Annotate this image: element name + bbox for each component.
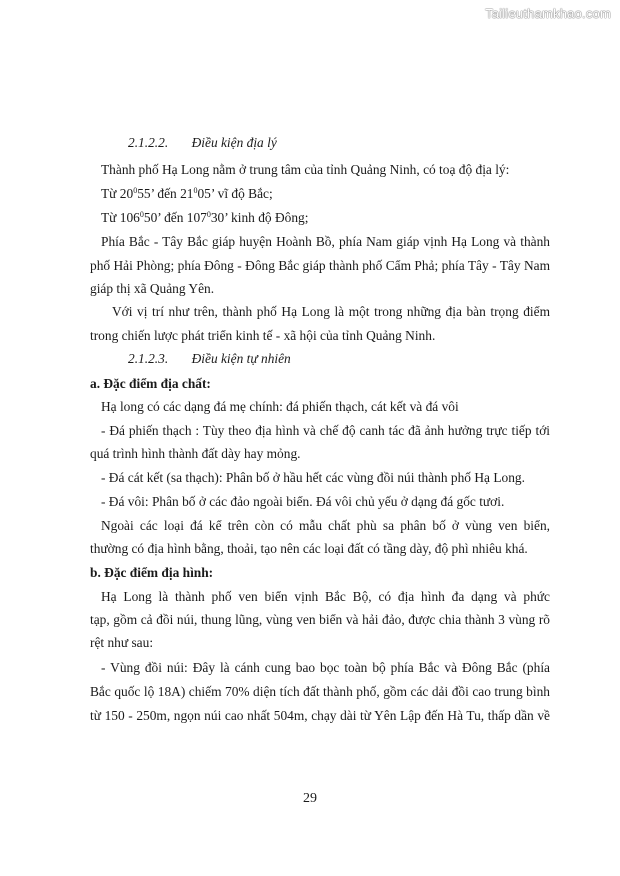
section-number: 2.1.2.3.	[128, 351, 169, 366]
paragraph-line: giáp thị xã Quảng Yên.	[90, 281, 215, 296]
latitude-line: Từ $20^055$’ đến $21^005$’ vĩ độ Bắc;	[101, 186, 273, 201]
section-number: 2.1.2.2.	[128, 135, 169, 150]
paragraph-line: - Đá phiến thạch : Tùy theo địa hình và chế độ canh tác đã ảnh hưởng trực tiếp tới	[101, 423, 550, 438]
section-heading-nature	[128, 351, 291, 367]
section-title: Điều kiện địa lý	[191, 135, 277, 150]
paragraph-line: tạp, gồm cả đồi núi, thung lũng, vùng ven biển và hải đảo, được chia thành 3 vùng rõ	[90, 612, 550, 627]
paragraph-line: Bắc quốc lộ 18A) chiếm 70% diện tích đất thành phố, gồm các dải đồi cao trung bình	[90, 684, 550, 699]
subheading-terrain: b. Đặc điểm địa hình:	[90, 565, 214, 580]
paragraph-line: - Đá vôi: Phân bố ở các đảo ngoài biển. Đá vôi chủ yếu ở dạng đá gốc tươi.	[101, 494, 505, 509]
longitude-line: Từ $106^050$’ đến $107^030$’ kinh độ Đông;	[101, 210, 309, 225]
section-heading-geography	[128, 135, 277, 151]
paragraph-line: Hạ long có các dạng đá mẹ chính: đá phiến thạch, cát kết và đá vôi	[101, 399, 459, 414]
paragraph-line: Với vị trí như trên, thành phố Hạ Long là một trong những địa bàn trọng điểm	[112, 304, 550, 319]
paragraph-line: thường có địa hình bằng, thoải, tạo nên các loại đất có tầng dày, độ phì nhiêu khá.	[90, 541, 528, 556]
paragraph-line: Ngoài các loại đá kể trên còn có mẫu chất phù sa phân bố ở vùng ven biển,	[101, 518, 550, 533]
section-title: Điều kiện tự nhiên	[191, 351, 291, 366]
paragraph-line: quá trình hình thành đất dày hay mỏng.	[90, 446, 301, 461]
paragraph-line: rệt như sau:	[90, 635, 154, 650]
paragraph-line: Phía Bắc - Tây Bắc giáp huyện Hoành Bồ, phía Nam giáp vịnh Hạ Long và thành	[101, 234, 550, 249]
paragraph-line: - Vùng đồi núi: Đây là cánh cung bao bọc toàn bộ phía Bắc và Đông Bắc (phía	[101, 660, 550, 675]
watermark: Tailieuthamkhao.com	[485, 6, 611, 21]
page-number: 29	[303, 791, 317, 806]
subheading-geology: a. Đặc điểm địa chất:	[90, 376, 211, 391]
paragraph-line: Hạ Long là thành phố ven biển vịnh Bắc Bộ, có địa hình đa dạng và phức	[101, 589, 550, 604]
paragraph-line: từ 150 - 250m, ngọn núi cao nhất 504m, chạy dài từ Yên Lập đến Hà Tu, thấp dần về	[90, 708, 550, 723]
paragraph-line: Thành phố Hạ Long nằm ở trung tâm của tỉnh Quảng Ninh, có toạ độ địa lý:	[101, 162, 510, 177]
paragraph-line: trong chiến lược phát triển kinh tế - xã hội của tỉnh Quảng Ninh.	[90, 328, 436, 343]
paragraph-line: - Đá cát kết (sa thạch): Phân bố ở hầu hết các vùng đồi núi thành phố Hạ Long.	[101, 470, 525, 485]
paragraph-line: phố Hải Phòng; phía Đông - Đông Bắc giáp thành phố Cẩm Phả; phía Tây - Tây Nam	[90, 258, 550, 273]
